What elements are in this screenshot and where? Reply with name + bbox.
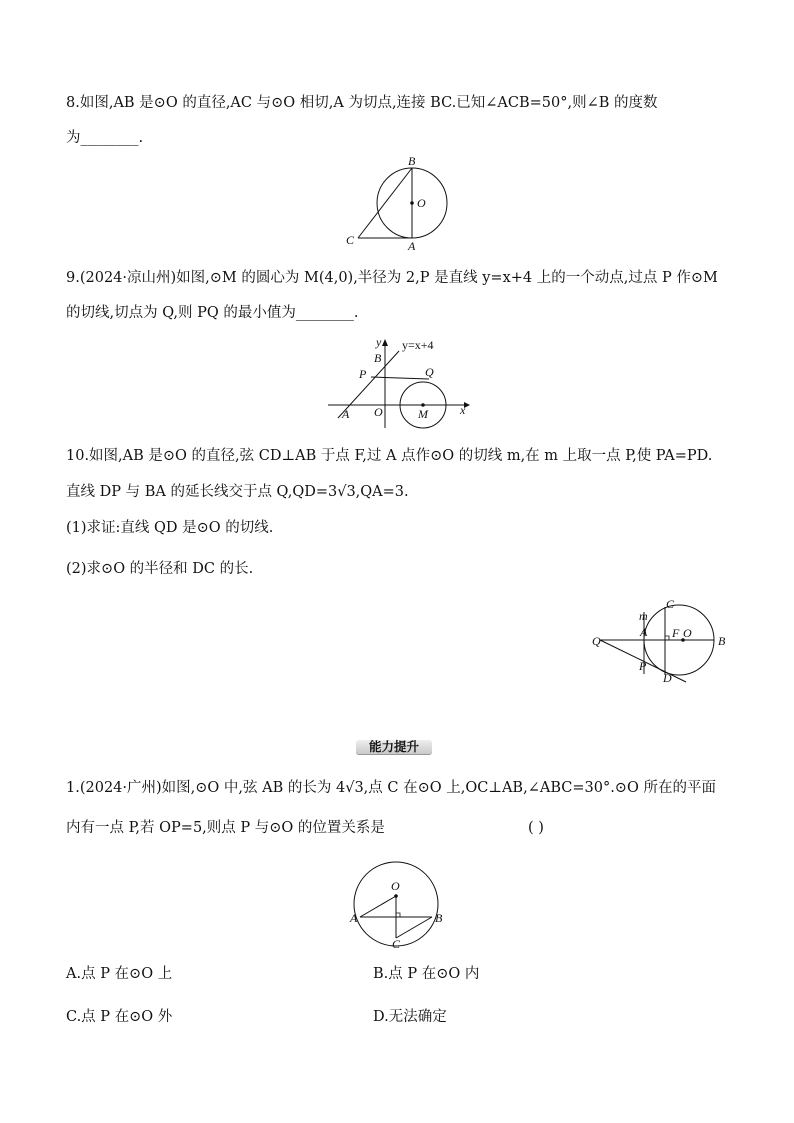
label-b: B	[374, 351, 382, 365]
section-header-title: 能力提升	[368, 739, 419, 754]
label-m: m	[639, 609, 648, 623]
answer-bracket: ( )	[528, 820, 544, 836]
center-o-dot	[410, 201, 414, 205]
choice-a[interactable]: A.点 P 在⊙O 上	[66, 966, 173, 982]
label-b: B	[435, 911, 443, 925]
right-angle-mark	[665, 636, 669, 640]
segment-bc	[396, 917, 432, 938]
label-p: P	[359, 367, 367, 381]
problem-9-figure	[324, 334, 474, 432]
label-d: D	[663, 671, 672, 685]
problem-8-figure	[340, 152, 460, 252]
label-f: F	[672, 626, 680, 640]
label-a: A	[640, 625, 648, 639]
label-o: O	[374, 405, 383, 419]
segment-pq	[371, 377, 429, 379]
label-q: Q	[592, 634, 601, 648]
choice-b[interactable]: B.点 P 在⊙O 内	[373, 966, 480, 982]
label-p: P	[639, 659, 647, 673]
label-q: Q	[425, 365, 434, 379]
problem-10-text-line2: 直线 DP 与 BA 的延长线交于点 Q,QD=3√3,QA=3.	[66, 484, 409, 500]
right-angle-mark	[396, 913, 400, 917]
label-a: A	[350, 911, 358, 925]
label-c: C	[346, 233, 355, 247]
label-c: C	[666, 597, 675, 611]
segment-oa	[360, 896, 396, 917]
ability-q1-text-line2: 内有一点 P,若 OP=5,则点 P 与⊙O 的位置关系是	[66, 820, 385, 836]
problem-10-figure	[586, 596, 736, 688]
label-m: M	[418, 407, 428, 421]
y-axis-arrow	[382, 339, 388, 346]
label-c: C	[392, 937, 401, 951]
label-x: x	[460, 403, 466, 417]
problem-9-text-line1: 9.(2024·凉山州)如图,⊙M 的圆心为 M(4,0),半径为 2,P 是直线 y=x+4 上的一个动点,过点 P 作⊙M	[66, 270, 718, 286]
label-line-equation: y=x+4	[402, 338, 434, 352]
label-o: O	[417, 196, 426, 210]
label-b: B	[408, 154, 416, 168]
section-header-ability	[356, 738, 432, 756]
choice-c[interactable]: C.点 P 在⊙O 外	[66, 1009, 173, 1025]
label-a: A	[408, 239, 416, 252]
label-y: y	[376, 335, 382, 349]
label-a: A	[342, 407, 350, 421]
problem-8-text-line1: 8.如图,AB 是⊙O 的直径,AC 与⊙O 相切,A 为切点,连接 BC.已知∠ACB=50°,则∠B 的度数	[66, 95, 658, 111]
problem-9-text-line2: 的切线,切点为 Q,则 PQ 的最小值为________.	[66, 305, 359, 321]
label-o: O	[683, 626, 692, 640]
problem-10-text-line1: 10.如图,AB 是⊙O 的直径,弦 CD⊥AB 于点 F,过 A 点作⊙O 的切线 m,在 m 上取一点 P,使 PA=PD.	[66, 448, 713, 464]
label-b: B	[718, 634, 726, 648]
center-o-dot	[394, 894, 398, 898]
label-o: O	[391, 879, 400, 893]
problem-10-part1: (1)求证:直线 QD 是⊙O 的切线.	[66, 520, 274, 536]
problem-10-part2: (2)求⊙O 的半径和 DC 的长.	[66, 561, 254, 577]
problem-8-text-line2: 为________.	[66, 130, 144, 146]
ability-q1-text-line1: 1.(2024·广州)如图,⊙O 中,弦 AB 的长为 4√3,点 C 在⊙O 上,OC⊥AB,∠ABC=30°.⊙O 所在的平面	[66, 780, 716, 796]
ability-q1-figure	[340, 850, 452, 952]
choice-d[interactable]: D.无法确定	[373, 1009, 447, 1025]
segment-bc	[358, 168, 412, 238]
